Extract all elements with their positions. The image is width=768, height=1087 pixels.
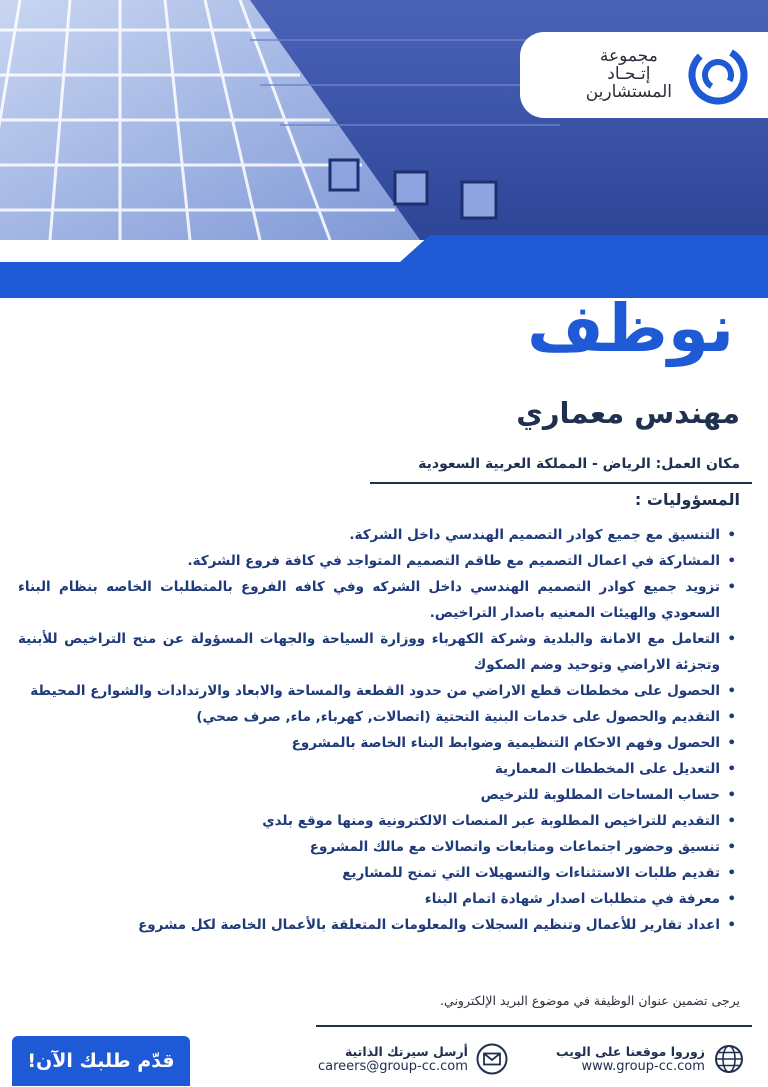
globe-icon bbox=[713, 1043, 745, 1075]
brand-name bbox=[586, 48, 672, 102]
envelope-icon bbox=[476, 1043, 508, 1075]
contact-website bbox=[556, 1043, 745, 1075]
list-item: • معرفة في متطلبات اصدار شهادة اتمام البناء bbox=[18, 886, 738, 912]
website-label: زوروا موقعنا على الويب bbox=[556, 1043, 705, 1059]
job-location: مكان العمل: الرياض - المملكة العربية السعودية bbox=[418, 456, 740, 472]
responsibilities-heading: المسؤوليات : bbox=[634, 490, 740, 509]
responsibilities-list bbox=[18, 522, 738, 938]
brand-name-line1: مجموعة bbox=[599, 46, 658, 67]
divider bbox=[316, 1025, 752, 1027]
headline-line1: نحن bbox=[606, 222, 734, 296]
list-item: • التنسيق مع جميع كوادر التصميم الهندسي داخل الشركة. bbox=[18, 522, 738, 548]
list-item: • تزويد جميع كوادر التصميم الهندسي داخل الشركه وفي كافه الفروع بالمتطلبات الخاصه بنظام البناء السعودي والهيئات المعنيه باصدار التراخيص. bbox=[18, 574, 738, 626]
list-item: • حساب المساحات المطلوبة للترخيص bbox=[18, 782, 738, 808]
brand-ring-icon bbox=[686, 43, 750, 107]
list-item: • التقديم للتراخيص المطلوبة عبر المنصات الالكترونية ومنها موقع بلدي bbox=[18, 808, 738, 834]
contact-email bbox=[318, 1043, 508, 1075]
list-item: • تقديم طلبات الاستثناءات والتسهيلات التي تمنح للمشاريع bbox=[18, 860, 738, 886]
divider bbox=[370, 482, 752, 484]
list-item: • اعداد تقارير للأعمال وتنظيم السجلات والمعلومات المتعلقة بالأعمال الخاصة لكل مشروع bbox=[18, 912, 738, 938]
job-title: مهندس معماري bbox=[516, 396, 740, 430]
list-item: • التعامل مع الامانة والبلدية وشركة الكهرباء ووزارة السياحة والجهات المسؤولة عن منح التراخيص للأبنية وتجزئة الاراضي وتوحيد وضم الصكوك bbox=[18, 626, 738, 678]
headline-line2: نوظف bbox=[527, 290, 734, 367]
email-label: أرسل سيرتك الذاتية bbox=[344, 1043, 468, 1059]
list-item: • التعديل على المخططات المعمارية bbox=[18, 756, 738, 782]
brand-logo bbox=[520, 32, 768, 118]
email-subject-note: يرجى تضمين عنوان الوظيفة في موضوع البريد الإلكتروني. bbox=[440, 993, 740, 1008]
list-item: • الحصول على مخططات قطع الاراضي من حدود القطعة والمساحة والابعاد والارتدادات والشوارع المحيطة bbox=[18, 678, 738, 704]
brand-name-line3: المستشارين bbox=[585, 81, 672, 102]
list-item: • المشاركة في اعمال التصميم مع طاقم التصميم المتواجد في كافة فروع الشركة. bbox=[18, 548, 738, 574]
list-item: • تنسيق وحضور اجتماعات ومتابعات واتصالات مع مالك المشروع bbox=[18, 834, 738, 860]
list-item: • التقديم والحصول على خدمات البنية التحتية (اتصالات, كهرباء, ماء, صرف صحي) bbox=[18, 704, 738, 730]
brand-name-line2: إتـحـاد bbox=[607, 64, 651, 85]
list-item: • الحصول وفهم الاحكام التنظيمية وضوابط البناء الخاصة بالمشروع bbox=[18, 730, 738, 756]
website-value[interactable]: www.group-cc.com bbox=[581, 1058, 705, 1074]
email-value[interactable]: careers@group-cc.com bbox=[318, 1058, 468, 1074]
apply-now-button[interactable]: قدّم طلبك الآن! bbox=[12, 1036, 190, 1086]
